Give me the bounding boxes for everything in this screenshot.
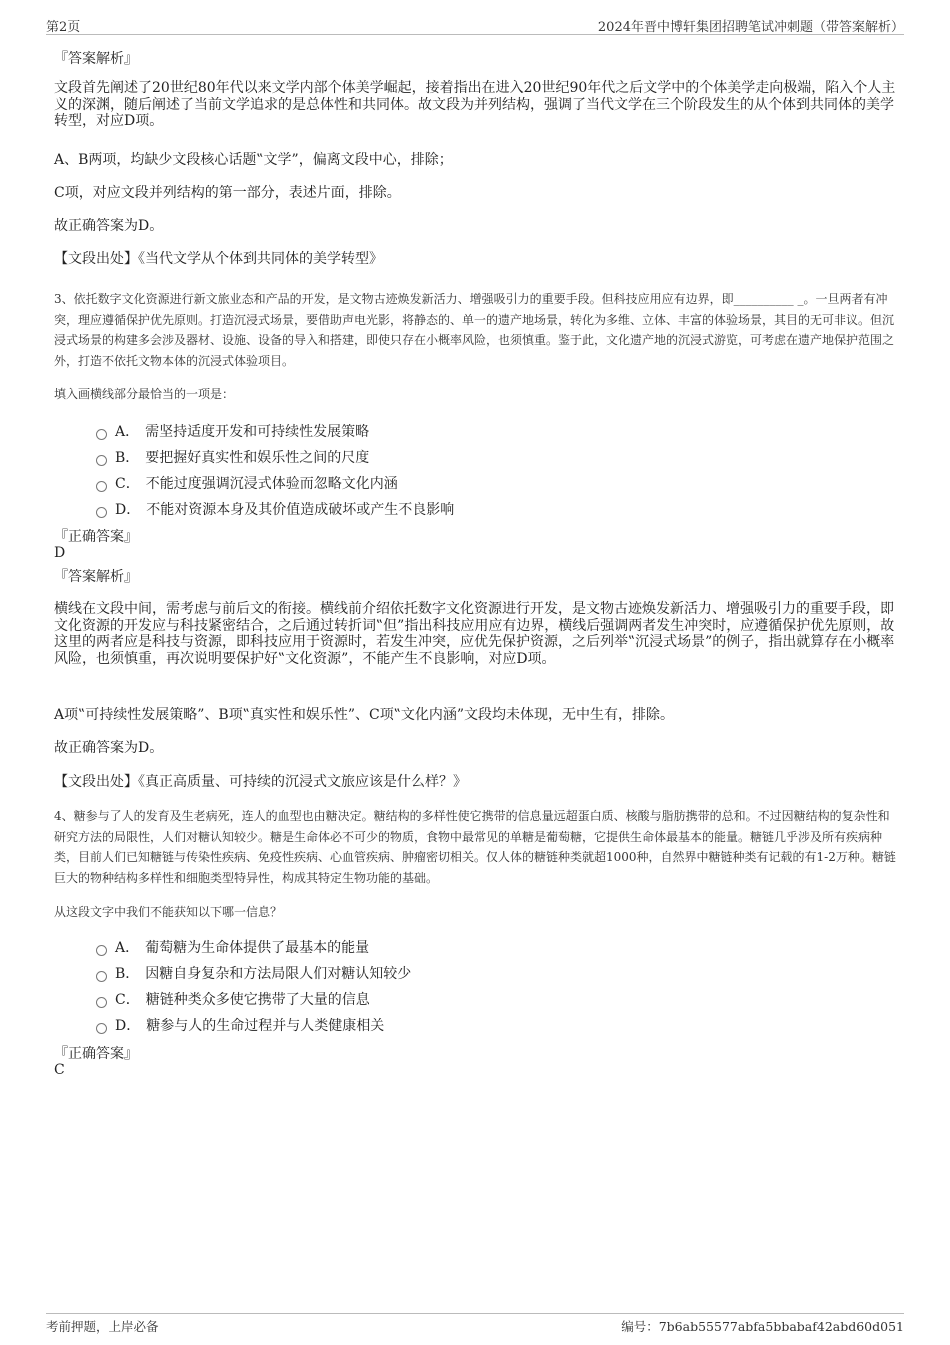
q4-option-c[interactable]: C． 糖链种类众多使它携带了大量的信息 [96,989,370,1009]
footer-slogan: 考前押题，上岸必备 [46,1319,159,1334]
q4-answer-label: 『正确答案』 [54,1046,138,1062]
radio-icon[interactable] [96,971,107,982]
q3-analysis-paragraph-1: 横线在文段中间，需考虑与前后文的衔接。横线前介绍依托数字文化资源进行开发，是文物古迹焕发新活力、增强吸引力的重要手段，即文化资源的开发应与科技紧密结合，之后通过转折词‟但”指出科技应用应有边界，横线后强调两者发生冲突时，应遵循保护优先原则，故这里的两者应是科技与资源，即科技应用于资源时，若发生冲突，应优先保护资源，之后列举‟沉浸式场景”的例子，指出就算存在小概率风险，也须慎重，再次说明要保护好‟文化资源”，不能产生不良影响，对应D项。 [54,601,895,667]
q3-analysis-paragraph-2: A项‟可持续性发展策略”、B项‟真实性和娱乐性”、C项‟文化内涵”文段均未体现，无中生有，排除。 [54,707,675,723]
q3-answer: D [54,545,66,561]
radio-icon[interactable] [96,945,107,956]
q3-option-b[interactable]: B． 要把握好真实性和娱乐性之间的尺度 [96,447,369,467]
q3-option-d[interactable]: D． 不能对资源本身及其价值造成破坏或产生不良影响 [96,499,454,519]
radio-icon[interactable] [96,429,107,440]
q3-answer-label: 『正确答案』 [54,529,138,545]
radio-icon[interactable] [96,481,107,492]
q2-analysis-paragraph-4: 故正确答案为D。 [54,218,164,234]
q3-analysis-paragraph-3: 故正确答案为D。 [54,740,164,756]
q3-prompt: 填入画横线部分最恰当的一项是： [54,387,235,401]
page-header [46,14,904,35]
q2-source: 【文段出处】《当代文学从个体到共同体的美学转型》 [54,251,383,267]
q3-stem: 3、依托数字文化资源进行新文旅业态和产品的开发，是文物古迹焕发新活力、增强吸引力的重要手段。但科技应用应有边界，即__________ _。一旦两者有冲突，理应遵循保护优先原则。打造沉浸式场景，要借助声电光影，将静态的、单一的遗产地场景，转化为多维、立体、丰富的体验场景，其目的无可非议。但沉浸式场景的构建多会涉及器材、设施、设备的导入和搭建，即使只存在小概率风险，也须慎重。鉴于此，文化遗产地的沉浸式游览，可考虑在遗产地保护范围之外，打造不依托文物本体的沉浸式体验项目。 [54,292,895,368]
page-footer [46,1313,904,1336]
q2-analysis-label: 『答案解析』 [54,51,138,67]
page-number: 第2页 [46,20,81,35]
document-id: 编号：7b6ab55577abfa5bbabaf42abd60d051 [621,1319,904,1334]
q3-analysis-label: 『答案解析』 [54,569,138,585]
q4-option-b[interactable]: B． 因糖自身复杂和方法局限人们对糖认知较少 [96,963,411,983]
q4-option-a[interactable]: A． 葡萄糖为生命体提供了最基本的能量 [96,937,369,957]
q4-stem: 4、糖参与了人的发育及生老病死，连人的血型也由糖决定。糖结构的多样性使它携带的信息量远超蛋白质、核酸与脂肪携带的总和。不过因糖结构的复杂性和研究方法的局限性，人们对糖认知较少。糖是生命体必不可少的物质，食物中最常见的单糖是葡萄糖，它提供生命体最基本的能量。糖链几乎涉及所有疾病种类，目前人们已知糖链与传染性疾病、免疫性疾病、心血管疾病、肿瘤密切相关。仅人体的糖链种类就超1000种，自然界中糖链种类有记载的有1-2万种。糖链巨大的物种结构多样性和细胞类型特异性，构成其特定生物功能的基础。 [54,809,896,885]
radio-icon[interactable] [96,455,107,466]
q3-option-c[interactable]: C． 不能过度强调沉浸式体验而忽略文化内涵 [96,473,398,493]
q4-answer: C [54,1062,65,1078]
q2-analysis-paragraph-3: C项，对应文段并列结构的第一部分，表述片面，排除。 [54,185,401,201]
q2-analysis-paragraph-1: 文段首先阐述了20世纪80年代以来文学内部个体美学崛起，接着指出在进入20世纪90年代之后文学中的个体美学走向极端，陷入个人主义的深渊，随后阐述了当前文学追求的是总体性和共同体。故文段为并列结构，强调了当代文学在三个阶段发生的从个体到共同体的美学转型，对应D项。 [54,80,896,129]
document-title: 2024年晋中博轩集团招聘笔试冲刺题（带答案解析） [597,20,904,35]
q4-prompt: 从这段文字中我们不能获知以下哪一信息？ [54,905,283,919]
radio-icon[interactable] [96,507,107,518]
radio-icon[interactable] [96,1023,107,1034]
radio-icon[interactable] [96,997,107,1008]
q2-analysis-paragraph-2: A、B两项，均缺少文段核心话题‟文学”，偏离文段中心，排除； [54,152,453,168]
q4-option-d[interactable]: D． 糖参与人的生命过程并与人类健康相关 [96,1015,384,1035]
q3-source: 【文段出处】《真正高质量、可持续的沉浸式文旅应该是什么样？》 [54,774,467,790]
q3-option-a[interactable]: A． 需坚持适度开发和可持续性发展策略 [96,421,369,441]
